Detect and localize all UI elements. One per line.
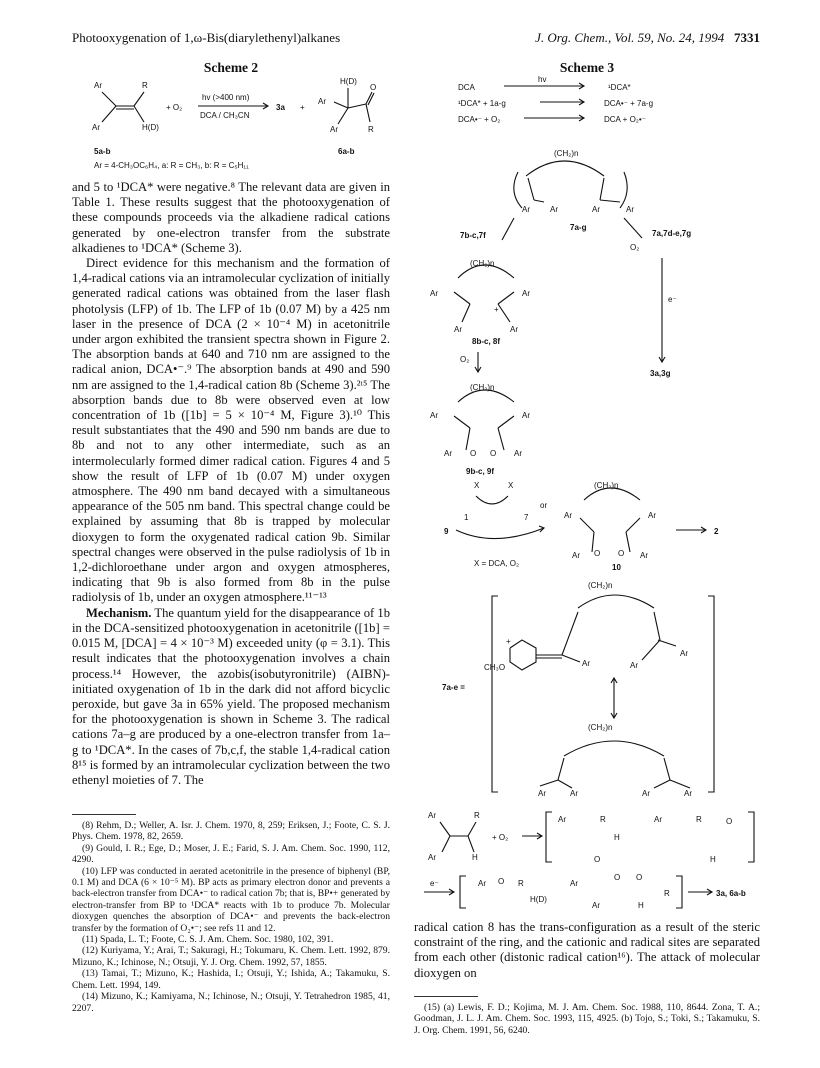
running-head-title: Photooxygenation of 1,ω-Bis(diarylethenyl)alkanes bbox=[72, 30, 341, 45]
scheme3-diagram bbox=[414, 72, 764, 872]
s3-ch2n-top: (CH₂)n bbox=[554, 149, 579, 158]
s3-o: O bbox=[636, 873, 643, 882]
section-heading: Mechanism. bbox=[86, 605, 152, 620]
s3-ar: Ar bbox=[564, 511, 572, 520]
s3-ar: Ar bbox=[642, 789, 650, 798]
body-text: The quantum yield for the disappearance of 1b in the DCA-sensitized photooxygenation in acetonitrile ([1b] = 0.015 M, [DCA] = 4 × 10⁻³ M) exceeded unity (φ = 3.1). This result indicates that the photooxygenation involves a chain process.¹⁴ However, the azobis(isobutyronitrile) (AIBN)-initiated oxygenation of 1b in the dark did not afford bicyclic peroxide, but gave 3a in 65% yield. The proposed mechanism for the photooxygenation is shown in Scheme 3. The radical cations 7a–g are produced by a one-electron transfer from 1a–g to ¹DCA*. In the cases of 7b,c,f, the stable 1,4-radical cation 8¹⁵ is formed by an intramolecular cyclization between the two ethenyl moieties of 7. The bbox=[72, 605, 390, 787]
s3-r: R bbox=[664, 889, 670, 898]
footnote: (15) (a) Lewis, F. D.; Kojima, M. J. Am. Chem. Soc. 1988, 110, 8644. Zona, T. A.; Goodman, J. L. J. Am. Chem. Soc. 1993, 115, 4925. (b) Tojo, S.; Toki, S.; Takamuku, S. J. Org. Chem. 1991, 56, 6240. bbox=[414, 1002, 760, 1036]
s3-r: R bbox=[474, 811, 480, 820]
s3-ar: Ar bbox=[680, 649, 688, 658]
s3-ar: Ar bbox=[454, 325, 462, 334]
s2-r: R bbox=[142, 81, 148, 90]
eq2-right: DCA•⁻ + 7a-g bbox=[604, 99, 654, 108]
s3-one: 1 bbox=[464, 513, 469, 522]
s2-cond-top: hv (>400 nm) bbox=[202, 93, 250, 102]
running-head-journal bbox=[535, 30, 760, 46]
s3-ch2n: (CH₂)n bbox=[594, 481, 619, 490]
s3-o: O bbox=[614, 873, 621, 882]
s3-ar: Ar bbox=[654, 815, 662, 824]
right-column-body bbox=[414, 920, 760, 981]
s2-ar1: Ar bbox=[94, 81, 102, 90]
s3-xdca: X = DCA, O₂ bbox=[474, 559, 520, 568]
s3-7bc: 7b-c,7f bbox=[460, 231, 486, 240]
s2-prod1: 3a bbox=[276, 103, 285, 112]
s3-nine: 9 bbox=[444, 527, 449, 536]
s2-ar3: Ar bbox=[318, 97, 326, 106]
s3-e: e⁻ bbox=[668, 295, 677, 304]
s3-ar: Ar bbox=[592, 901, 600, 910]
scheme2-title: Scheme 2 bbox=[203, 60, 259, 75]
s2-ar4: Ar bbox=[330, 125, 338, 134]
s3-7ae: 7a-e = bbox=[442, 683, 465, 692]
s2-sub-right: 6a-b bbox=[338, 147, 355, 156]
page-number: 7331 bbox=[734, 30, 760, 45]
s3-h: H bbox=[614, 833, 620, 842]
footnote-rule bbox=[72, 814, 136, 815]
eq3-right: DCA + O₂•⁻ bbox=[604, 115, 646, 124]
footnote: (13) Tamai, T.; Mizuno, K.; Hashida, I.; Otsuji, Y.; Ishida, A.; Takamuku, S. Chem. Lett. 1994, 149. bbox=[72, 968, 390, 991]
s3-ar: Ar bbox=[640, 551, 648, 560]
s3-o: O bbox=[618, 549, 625, 558]
s3-o: O bbox=[726, 817, 733, 826]
s3-ar: Ar bbox=[514, 449, 522, 458]
s3-hd: H(D) bbox=[530, 895, 547, 904]
s3-ar: Ar bbox=[592, 205, 600, 214]
body-paragraph: Direct evidence for this mechanism and the formation of 1,4-radical cations via an intramolecular cyclization of initially generated radical cations was obtained from the laser flash photolysis (LFP) of 1b. The LFP of 1b (0.07 M) by a 425 nm laser in the presence of DCA (2 × 10⁻⁴ M) in acetonitrile under argon exhibited the transient spectra shown in Figure 2. The absorption bands at 640 and 710 nm are assigned to the radical anion, DCA•⁻.⁹ The absorption bands at 490 and 590 nm are assigned to the 1,4-radical cation 8b (Scheme 3).²ᵗ⁵ The absorption bands due to 8b were observed even at low concentration of 1b ([1b] = 5 × 10⁻⁴ M, Figure 3).¹⁰ This result substantiates that the 490 and 590 nm bands are due to 8b and not to any other intermediate, such as an intermolecularly formed dimer radical cation. Figures 4 and 5 show the result of LFP of 1b (0.07 M) under oxygen atmosphere. The 490 nm band decayed with a simultaneous appearance of the 505 nm band. This spectral change could be explained by assuming that 8b is trapped by molecular dioxygen to form the oxygenated radical cation 9b. Similar spectral changes were observed in the pulse radiolysis of 1b in 1,2-dichloroethane under argon and oxygen atmospheres, indicating that 9b is also formed from 8b in the pulse radiolysis of 1b, under an oxygen atmosphere.¹¹⁻¹³ bbox=[72, 256, 390, 605]
s3-x: X bbox=[474, 481, 480, 490]
footnote: (12) Kuriyama, Y.; Arai, T.; Sakuragi, H.; Tokumaru, K. Chem. Lett. 1992, 879. Mizuno, K.; Ichinose, N.; Otsuji, Y. J. Org. Chem. 1992, 57, 1855. bbox=[72, 945, 390, 968]
footnote-rule bbox=[414, 996, 478, 997]
s3-or: or bbox=[540, 501, 548, 510]
footnote: (14) Mizuno, K.; Kamiyama, N.; Ichinose, N.; Otsuji, Y. Tetrahedron 1985, 41, 2207. bbox=[72, 991, 390, 1014]
eq1-right: ¹DCA* bbox=[608, 83, 631, 92]
s3-ar: Ar bbox=[428, 811, 436, 820]
s3-ar: Ar bbox=[570, 789, 578, 798]
s3-7a: 7a,7d-e,7g bbox=[652, 229, 692, 238]
body-paragraph: radical cation 8 has the trans-configuration as a result of the steric constraint of the ring, and the cationic and radical sites are separated from each other (distonic radical cation¹⁶). The attack of molecular dioxygen on bbox=[414, 920, 760, 980]
s3-x: X bbox=[508, 481, 514, 490]
s3-o: O bbox=[594, 855, 601, 864]
s3-r: R bbox=[600, 815, 606, 824]
scheme3-final-row bbox=[414, 872, 764, 912]
s3-o: O bbox=[470, 449, 477, 458]
s3-o: O bbox=[498, 877, 505, 886]
s3-ar: Ar bbox=[626, 205, 634, 214]
journal-citation: J. Org. Chem., Vol. 59, No. 24, 1994 bbox=[535, 30, 725, 45]
s3-8b: 8b-c, 8f bbox=[472, 337, 501, 346]
s3-ar: Ar bbox=[522, 205, 530, 214]
s2-hd2: H(D) bbox=[340, 77, 357, 86]
left-footnotes bbox=[72, 820, 390, 1014]
footnote: (9) Gould, I. R.; Ege, D.; Moser, J. E.; Farid, S. J. Am. Chem. Soc. 1990, 112, 4290. bbox=[72, 842, 390, 866]
s2-hd: H(D) bbox=[142, 123, 159, 132]
s3-ch2n: (CH₂)n bbox=[588, 581, 613, 590]
s3-o: O bbox=[594, 549, 601, 558]
scheme2-diagram bbox=[72, 74, 392, 174]
eq1-hv: hv bbox=[538, 75, 547, 84]
s3-ar: Ar bbox=[430, 289, 438, 298]
s3-ar: Ar bbox=[538, 789, 546, 798]
s3-ten: 10 bbox=[612, 563, 621, 572]
s3-two: 2 bbox=[714, 527, 719, 536]
s3-9b: 9b-c, 9f bbox=[466, 467, 495, 476]
s3-o: O bbox=[490, 449, 497, 458]
s3-ar: Ar bbox=[570, 879, 578, 888]
footnote: (8) Rehm, D.; Weller, A. Isr. J. Chem. 1970, 8, 259; Eriksen, J.; Foote, C. S. J. Phys. Chem. 1978, 82, 2659. bbox=[72, 820, 390, 843]
left-column-body bbox=[72, 180, 390, 788]
s3-ar: Ar bbox=[684, 789, 692, 798]
s2-r2: R bbox=[368, 125, 374, 134]
eq3-left: DCA•⁻ + O₂ bbox=[458, 115, 501, 124]
s3-h: H bbox=[638, 901, 644, 910]
s3-ch2n: (CH₂)n bbox=[588, 723, 613, 732]
s3-ar: Ar bbox=[522, 289, 530, 298]
s3-ar: Ar bbox=[572, 551, 580, 560]
s3-ar: Ar bbox=[510, 325, 518, 334]
s3-3a: 3a,3g bbox=[650, 369, 671, 378]
s3-r: R bbox=[518, 879, 524, 888]
s2-o: O bbox=[370, 83, 377, 92]
s3-h: H bbox=[710, 855, 716, 864]
s3-prod: 3a, 6a-b bbox=[716, 889, 746, 898]
s3-7ag: 7a-g bbox=[570, 223, 587, 232]
footnote: (10) LFP was conducted in aerated acetonitrile in the presence of biphenyl (BP, 0.1 M) and DCA (6 × 10⁻⁵ M). BP acts as primary electron donor and prevents a back-electron transfer from DCA•⁻ to radical cation 7b; that is, BP•+ generated by electron-transfer from BP to ¹DCA* reacts with 1b to produce 7b. Molecular dioxygen quenches the absorption of DCA•⁻ and prevents the back-electron transfer by the formation of O₂•⁻; see refs 11 and 12. bbox=[72, 865, 390, 934]
s3-h: H bbox=[472, 853, 478, 862]
s3-r: R bbox=[696, 815, 702, 824]
s3-ar: Ar bbox=[430, 411, 438, 420]
eq2-left: ¹DCA* + 1a-g bbox=[458, 99, 506, 108]
s3-ar: Ar bbox=[550, 205, 558, 214]
s2-sub-left: 5a-b bbox=[94, 147, 111, 156]
footnote: (11) Spada, L. T.; Foote, C. S. J. Am. Chem. Soc. 1980, 102, 391. bbox=[82, 934, 334, 946]
s3-ch3o: CH₃O bbox=[484, 663, 506, 672]
s3-ar: Ar bbox=[478, 879, 486, 888]
s3-ar: Ar bbox=[582, 659, 590, 668]
s3-plus: + bbox=[494, 305, 499, 314]
s3-o2: O₂ bbox=[630, 243, 640, 252]
scheme3-title: Scheme 3 bbox=[559, 60, 615, 75]
s3-o2plus: + O₂ bbox=[492, 833, 509, 842]
s3-ar: Ar bbox=[648, 511, 656, 520]
body-paragraph: and 5 to ¹DCA* were negative.⁸ The relevant data are given in Table 1. These results suggest that the photooxygenation of these compounds proceeds via the alkadiene radical cations generated by one-electron transfer from the substrate alkadienes to ¹DCA* (Scheme 3). bbox=[72, 180, 390, 255]
s3-seven: 7 bbox=[524, 513, 529, 522]
s3-ch2n: (CH₂)n bbox=[470, 383, 495, 392]
s3-e: e⁻ bbox=[430, 879, 439, 888]
s2-legend: Ar = 4-CH₃OC₆H₄, a: R = CH₃, b: R = C₅H₁₁ bbox=[94, 161, 249, 170]
s3-ar: Ar bbox=[444, 449, 452, 458]
s3-ar: Ar bbox=[630, 661, 638, 670]
s3-ar: Ar bbox=[522, 411, 530, 420]
s2-plus: + bbox=[300, 103, 305, 112]
s3-ch2n: (CH₂)n bbox=[470, 259, 495, 268]
s3-plus: + bbox=[506, 637, 511, 646]
s3-ar: Ar bbox=[428, 853, 436, 862]
s3-o2: O₂ bbox=[460, 355, 470, 364]
eq1-left: DCA bbox=[458, 83, 475, 92]
right-footnotes bbox=[414, 1002, 760, 1036]
s2-o2: + O₂ bbox=[166, 103, 183, 112]
s2-ar2: Ar bbox=[92, 123, 100, 132]
body-paragraph-mechanism bbox=[72, 606, 390, 788]
s2-cond-bot: DCA / CH₃CN bbox=[200, 111, 250, 120]
s3-ar: Ar bbox=[558, 815, 566, 824]
